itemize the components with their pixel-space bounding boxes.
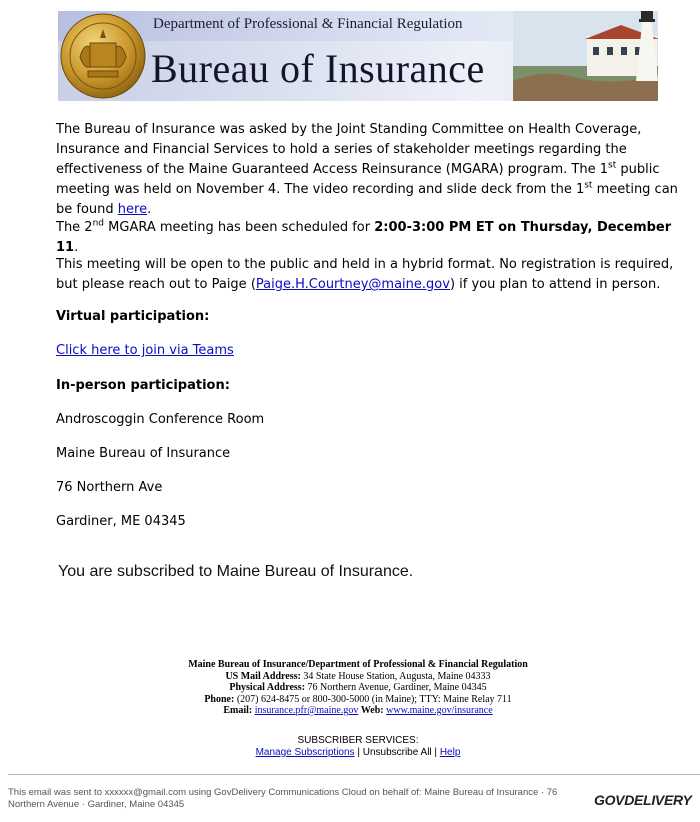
teams-join-link[interactable]: Click here to join via Teams (56, 343, 234, 358)
manage-subscriptions-link[interactable]: Manage Subscriptions (255, 747, 355, 758)
footer-mail-address: US Mail Address: 34 State House Station, Augusta, Maine 04333 (225, 670, 491, 682)
meeting-schedule-paragraph: The 2nd MGARA meeting has been scheduled for 2:00-3:00 PM ET on Thursday, December 11. (56, 218, 672, 255)
banner-dept-title: Department of Professional & Financial Regulation (153, 16, 463, 32)
footer-phone: Phone: (207) 624-8475 or 800-300-5000 (in Maine); TTY: Maine Relay 711 (204, 693, 512, 705)
address-room: Androscoggin Conference Room (56, 412, 265, 427)
email-paige-link[interactable]: Paige.H.Courtney@maine.gov (255, 277, 450, 292)
footer-email-link[interactable]: insurance.pfr@maine.gov (254, 705, 359, 716)
services-separator: | (434, 747, 438, 758)
inperson-heading: In-person participation: (56, 378, 230, 393)
virtual-heading: Virtual participation: (56, 309, 210, 324)
footer-contact: Email: insurance.pfr@maine.gov Web: www.maine.gov/insurance (223, 705, 493, 716)
footer-web-link[interactable]: www.maine.gov/insurance (386, 705, 493, 716)
header-banner (58, 11, 658, 101)
address-org: Maine Bureau of Insurance (56, 446, 231, 461)
govdelivery-logo[interactable]: GOVDELIVERY (594, 792, 692, 808)
org-footer (0, 659, 700, 717)
sent-notice: This email was sent to xxxxxx@gmail.com using GovDelivery Communications Cloud on behalf of: Maine Bureau of Insurance · 76 Northern Avenue · Gardiner, Maine 04345 (8, 787, 558, 810)
footer-physical-address: Physical Address: 76 Northern Avenue, Gardiner, Maine 04345 (229, 682, 487, 693)
recording-link[interactable]: here (117, 202, 148, 217)
address-city: Gardiner, ME 04345 (56, 514, 186, 529)
help-link[interactable]: Help (439, 747, 461, 758)
footer-org-name: Maine Bureau of Insurance/Department of Professional & Financial Regulation (188, 659, 528, 670)
footer-divider (8, 774, 700, 775)
subscription-notice: You are subscribed to Maine Bureau of Insurance. (58, 563, 414, 580)
intro-paragraph: The Bureau of Insurance was asked by the Joint Standing Committee on Health Coverage, Insurance and Financial Services to hold a series of stakeholder meetings regarding the effectiveness of the Maine Guaranteed Access Reinsurance (MGARA) program. The 1st public meeting was held on November 4. The video recording and slide deck from the 1st meeting can be found here. (56, 122, 678, 217)
services-heading: SUBSCRIBER SERVICES: (297, 735, 419, 746)
address-street: 76 Northern Ave (56, 480, 163, 495)
banner-bureau-title: Bureau of Insurance (151, 46, 485, 91)
unsubscribe-all-text: Unsubscribe All (362, 747, 432, 758)
hybrid-format-paragraph: This meeting will be open to the public and held in a hybrid format. No registration is required, but please reach out to Paige (Paige.H.Courtney@maine.gov) if you plan to attend in person. (56, 257, 674, 292)
state-seal-icon (60, 13, 146, 99)
lighthouse-image (513, 11, 658, 101)
subscriber-services (0, 735, 700, 759)
services-separator: | (357, 747, 360, 758)
